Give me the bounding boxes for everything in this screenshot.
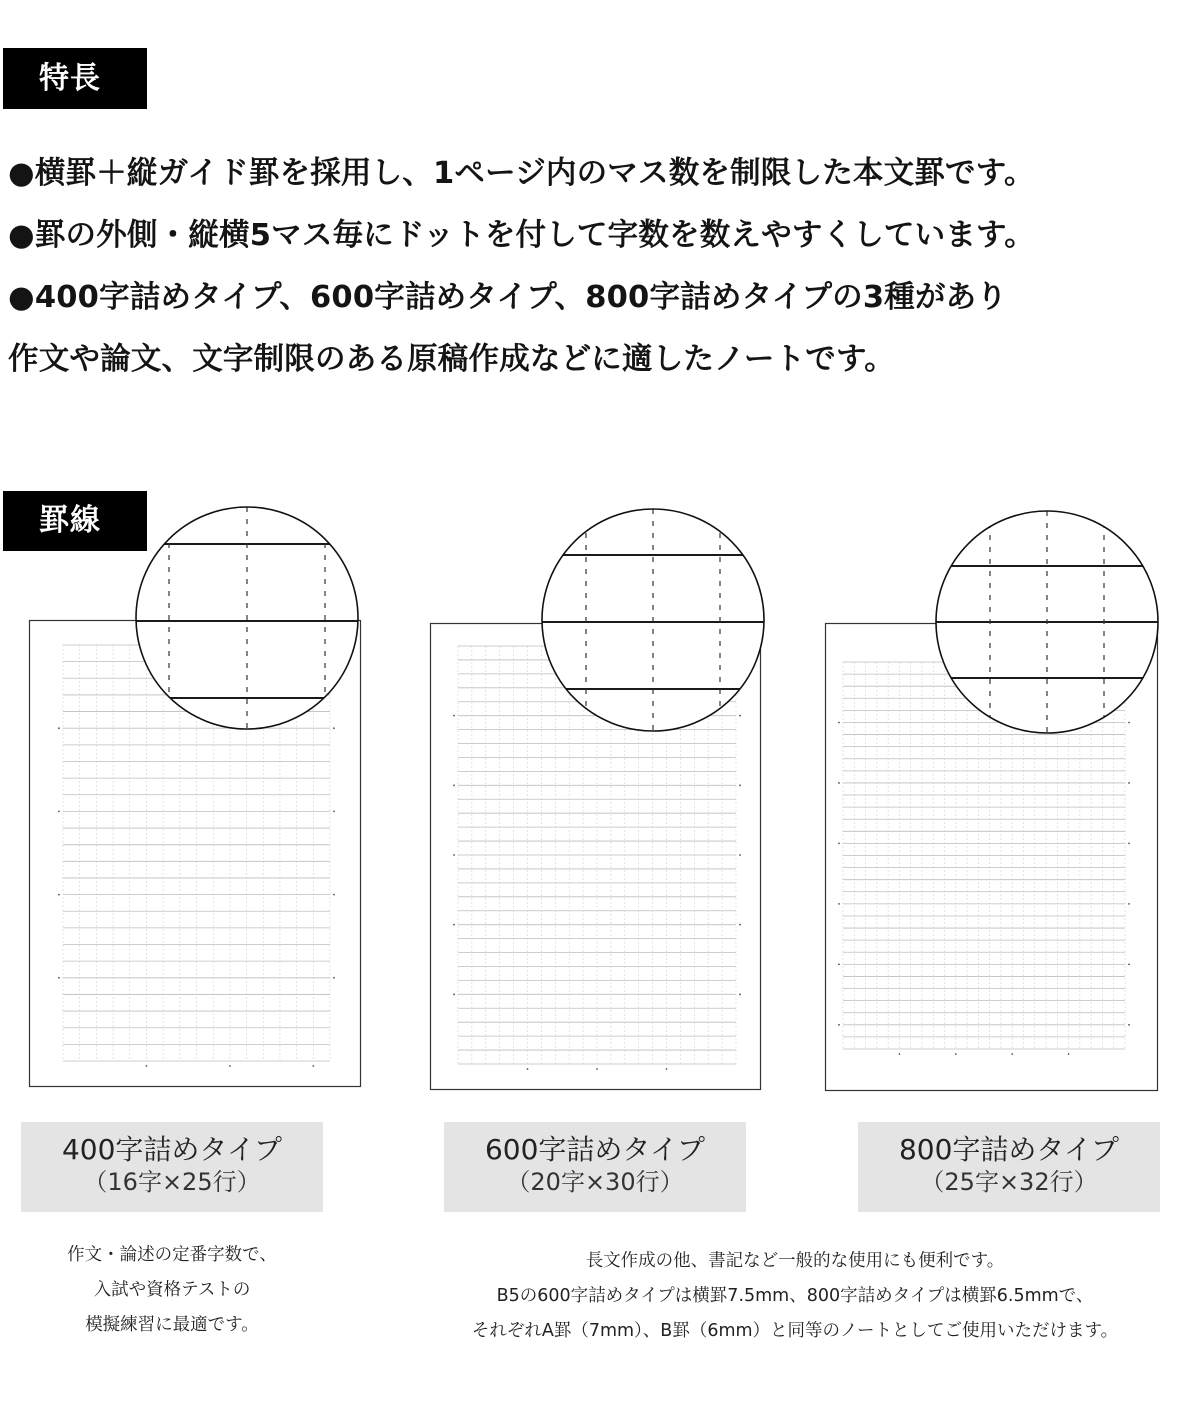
count-dot [453, 924, 455, 926]
type-600-title: 600字詰めタイプ [484, 1133, 706, 1166]
count-dot [739, 993, 741, 995]
count-dot [58, 727, 60, 729]
features-section-label: 特長 [3, 48, 147, 109]
notebook-600-illustration [400, 500, 800, 1100]
count-dot [955, 1053, 957, 1055]
count-dot [1128, 843, 1130, 845]
type-400-spec: （16字×25行） [83, 1168, 261, 1196]
count-dot [333, 977, 335, 979]
count-dot [1128, 1024, 1130, 1026]
count-dot [1068, 1053, 1070, 1055]
count-dot [453, 993, 455, 995]
count-dot [739, 924, 741, 926]
type-400-title: 400字詰めタイプ [61, 1133, 283, 1166]
count-dot [838, 963, 840, 965]
feature-line: ●400字詰めタイプ、600字詰めタイプ、800字詰めタイプの3種があり [8, 280, 1008, 315]
rules-section-label: 罫線 [3, 491, 147, 551]
count-dot [312, 1065, 314, 1067]
count-dot [1128, 903, 1130, 905]
description-line: 模擬練習に最適です。 [85, 1315, 259, 1335]
count-dot [838, 782, 840, 784]
type-800-caption [858, 1122, 1160, 1212]
type-800-title: 800字詰めタイプ [898, 1133, 1120, 1166]
count-dot [229, 1065, 231, 1067]
feature-line: ●罫の外側・縦横5マス毎にドットを付して字数を数えやすくしています。 [8, 218, 1035, 253]
count-dot [899, 1053, 901, 1055]
description-line: 入試や資格テストの [93, 1280, 251, 1300]
count-dot [58, 894, 60, 896]
count-dot [838, 1024, 840, 1026]
description-line: 作文・論述の定番字数で、 [67, 1245, 277, 1265]
count-dot [333, 894, 335, 896]
count-dot [838, 843, 840, 845]
count-dot [453, 784, 455, 786]
notebook-800-illustration [800, 500, 1200, 1100]
count-dot [58, 977, 60, 979]
count-dot [838, 722, 840, 724]
type-400-description [21, 1238, 323, 1343]
type-600-spec: （20字×30行） [506, 1168, 684, 1196]
count-dot [333, 727, 335, 729]
description-line: B5の600字詰めタイプは横罫7.5mm、800字詰めタイプは横罫6.5mmで、 [496, 1286, 1094, 1306]
description-line: 長文作成の他、書記など一般的な使用にも便利です。 [585, 1251, 1005, 1271]
count-dot [1128, 782, 1130, 784]
count-dot [453, 715, 455, 717]
count-dot [739, 784, 741, 786]
count-dot [1128, 722, 1130, 724]
notebook-400-illustration [0, 500, 400, 1100]
count-dot [739, 854, 741, 856]
type-800-spec: （25字×32行） [920, 1168, 1098, 1196]
type-400-caption [21, 1122, 323, 1212]
count-dot [146, 1065, 148, 1067]
type-600-800-description [390, 1244, 1200, 1349]
count-dot [838, 903, 840, 905]
type-600-caption [444, 1122, 746, 1212]
count-dot [527, 1068, 529, 1070]
count-dot [1128, 963, 1130, 965]
feature-line: 作文や論文、文字制限のある原稿作成などに適したノートです。 [8, 342, 895, 377]
count-dot [739, 715, 741, 717]
count-dot [58, 811, 60, 813]
description-line: それぞれA罫（7mm）、B罫（6mm）と同等のノートとしてご使用いただけます。 [471, 1321, 1119, 1341]
count-dot [333, 811, 335, 813]
count-dot [596, 1068, 598, 1070]
feature-line: ●横罫＋縦ガイド罫を採用し、1ページ内のマス数を制限した本文罫です。 [8, 156, 1035, 191]
count-dot [1011, 1053, 1013, 1055]
count-dot [453, 854, 455, 856]
count-dot [666, 1068, 668, 1070]
